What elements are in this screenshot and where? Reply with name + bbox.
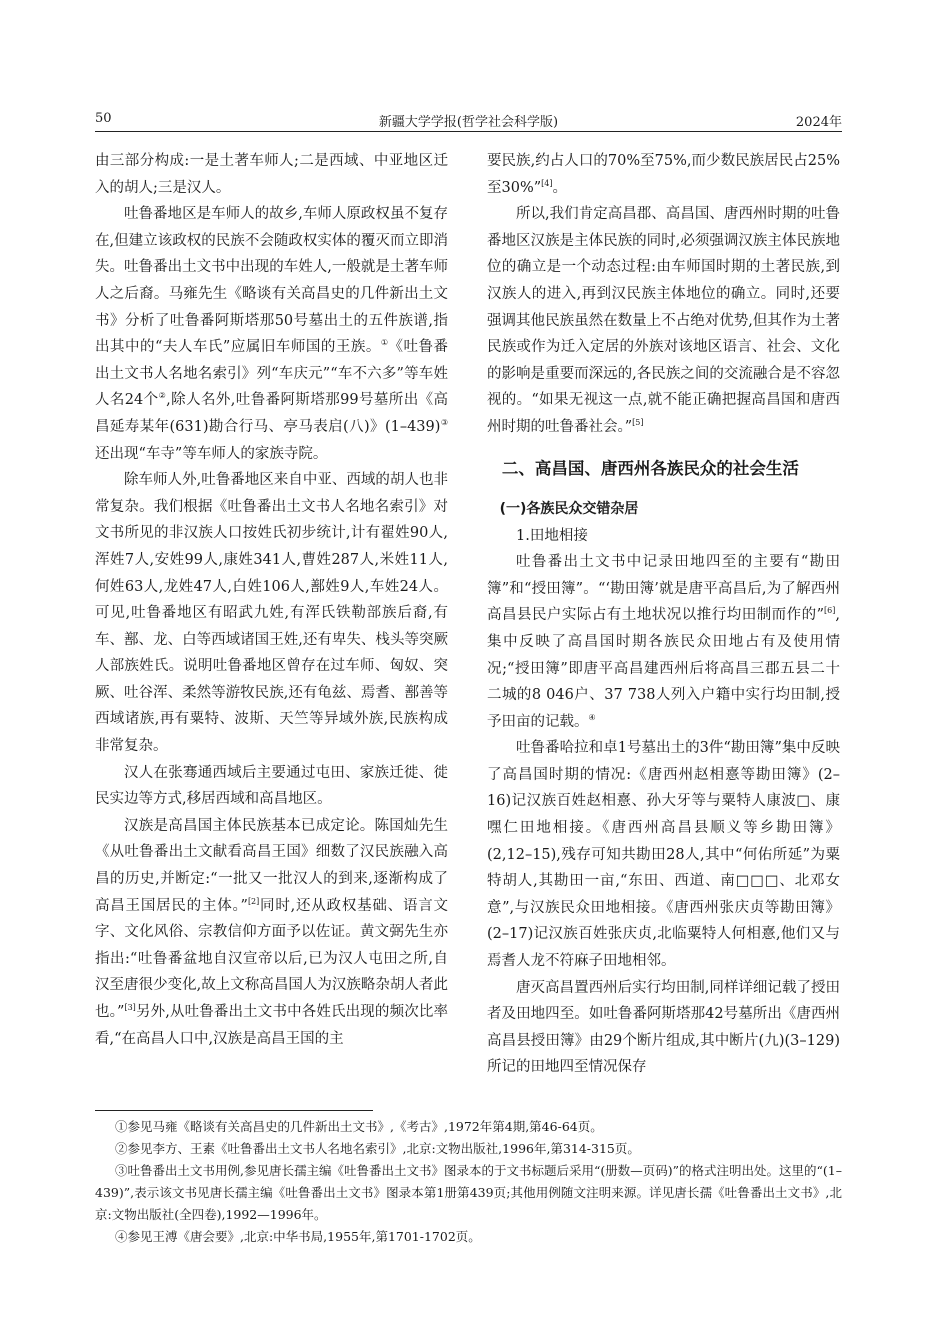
subsection-heading: (一)各族民众交错杂居 (499, 500, 639, 517)
footnote: ③吐鲁番出土文书用例,参见唐长孺主编《吐鲁番出土文书》图录本的于文书标题后采用“(册数—页码)”的格式注明出处。这里的“(1–439)”,表示该文书见唐长孺主编《吐鲁番出土文书》图录本第1册第439页;其他用例随文注明来源。详见唐长孺《吐鲁番出土文书》,北京:文物出版社(全四卷),1992—1996年。 (95, 1163, 842, 1222)
footnote-rule (95, 1110, 373, 1111)
footnotes (95, 1116, 842, 1248)
reference-mark[interactable]: [2] (247, 896, 260, 906)
footnote-mark[interactable]: ③ (440, 418, 448, 428)
reference-mark[interactable]: [4] (541, 178, 553, 188)
paragraph: 要民族,约占人口的70%至75%,而少数民族居民占25%至30%”[4]。 (487, 153, 840, 196)
paragraph: 吐鲁番地区是车师人的故乡,车师人原政权虽不复存在,但建立该政权的民族不会随政权实体的覆灭而立即消失。吐鲁番出土文书中出现的车姓人,一般就是土著车师人之后裔。马雍先生《略谈有关高昌史的几件新出土文书》分析了吐鲁番阿斯塔那50号墓出土的五件族谱,指出其中的“夫人车氏”应属旧车师国的王族。①《吐鲁番出土文书人名地名索引》列“车庆元”“车不六多”等车姓人名24个②,除人名外,吐鲁番阿斯塔那99号墓所出《高昌延寿某年(631)勘合行马、亭马表启(八)》(1–439)③还出现“车寺”等车师人的家族寺院。 (95, 206, 449, 462)
footnote-mark[interactable]: ① (380, 338, 389, 348)
section-heading: 二、高昌国、唐西州各族民众的社会生活 (501, 458, 799, 478)
subsubsection-heading: 1.田地相接 (516, 527, 588, 544)
reference-mark[interactable]: [6] (824, 606, 836, 616)
left-column (95, 148, 448, 1052)
header-rule (95, 131, 842, 132)
footnote: ④参见王溥《唐会要》,北京:中华书局,1955年,第1701-1702页。 (115, 1229, 481, 1244)
reference-mark[interactable]: [5] (632, 418, 644, 428)
page-number: 50 (95, 111, 112, 126)
journal-title: 新疆大学学报(哲学社会科学版) (378, 115, 559, 130)
paragraph: 汉族是高昌国主体民族基本已成定论。陈国灿先生《从吐鲁番出土文献看高昌王国》细数了汉民族融入高昌的历史,并断定:“一批又一批汉人的到来,逐渐构成了高昌王国居民的主体。”[2]同时,还从政权基础、语言文字、文化风俗、宗教信仰方面予以佐证。黄文弼先生亦指出:“吐鲁番盆地自汉宣帝以后,已为汉人屯田之所,自汉至唐很少变化,故上文称高昌国人为汉族略杂胡人者此也。”[3]另外,从吐鲁番出土文书中各姓氏出现的频次比率看,“在高昌人口中,汉族是高昌王国的主 (95, 817, 448, 1047)
paragraph: 唐灭高昌置西州后实行均田制,同样详细记载了授田者及田地四至。如吐鲁番阿斯塔那42号墓所出《唐西州高昌县授田簿》由29个断片组成,其中断片(九)(3–129)所记的田地四至情况保存 (487, 979, 840, 1076)
paragraph: 所以,我们肯定高昌郡、高昌国、唐西州时期的吐鲁番地区汉族是主体民族的同时,必须强调汉族主体民族地位的确立是一个动态过程:由车师国时期的土著民族,到汉族人的进入,再到汉民族主体地位的确立。同时,还要强调其他民族虽然在数量上不占绝对优势,但其作为土著民族或作为迁入定居的外族对该地区语言、社会、文化的影响是重要而深远的,各民族之间的交流融合是不容忽视的。“如果无视这一点,就不能正确把握高昌国和唐西州时期的吐鲁番社会。”[5] (487, 206, 840, 435)
paragraph: 由三部分构成:一是土著车师人;二是西域、中亚地区迁入的胡人;三是汉人。 (95, 153, 448, 196)
running-header (95, 108, 842, 132)
paragraph: 汉人在张骞通西域后主要通过屯田、家族迁徙、徙民实边等方式,移居西域和高昌地区。 (95, 764, 448, 808)
publication-year: 2024年 (795, 115, 842, 130)
right-column (487, 148, 840, 1081)
paragraph: 吐鲁番哈拉和卓1号墓出土的3件“勘田簿”集中反映了高昌国时期的情况:《唐西州赵相憙等勘田簿》(2–16)记汉族百姓赵相憙、孙大牙等与粟特人康波□、康嘿仁田地相接。《唐西州高昌县顺义等乡勘田簿》(2,12–15),残存可知共勘田28人,其中“何佑所延”为粟特胡人,其勘田一亩,“东田、西道、南□□□、北邓女意”,与汉族民众田地相接。《唐西州张庆贞等勘田簿》(2–17)记汉族百姓张庆贞,北临粟特人何相憙,他们又与焉耆人龙不符麻子田地相邻。 (487, 740, 840, 970)
footnote: ①参见马雍《略谈有关高昌史的几件新出土文书》,《考古》,1972年第4期,第46-64页。 (115, 1119, 603, 1134)
footnote-mark[interactable]: ④ (588, 712, 596, 722)
paragraph: 吐鲁番出土文书中记录田地四至的主要有“勘田簿”和“授田簿”。“‘勘田簿’就是唐平高昌后,为了解西州高昌县民户实际占有土地状况以推行均田制而作的”[6],集中反映了高昌国时期各族民众田地占有及使用情况;“授田簿”即唐平高昌建西州后将高昌三郡五县二十二城的8 046户、37 738人列入户籍中实行均田制,授予田亩的记载。④ (487, 554, 840, 730)
paragraph: 除车师人外,吐鲁番地区来自中亚、西域的胡人也非常复杂。我们根据《吐鲁番出土文书人名地名索引》对文书所见的非汉族人口按姓氏初步统计,计有翟姓90人,浑姓7人,安姓99人,康姓341人,曹姓287人,米姓11人,何姓63人,龙姓47人,白姓106人,鄯姓9人,车姓24人。可见,吐鲁番地区有昭武九姓,有浑氏铁勒部族后裔,有车、鄯、龙、白等西域诸国王姓,还有卑失、栈头等突厥人部族姓氏。说明吐鲁番地区曾存在过车师、匈奴、突厥、吐谷浑、柔然等游牧民族,还有龟兹、焉耆、鄯善等西域诸族,再有粟特、波斯、天竺等异域外族,民族构成非常复杂。 (95, 472, 448, 755)
footnote: ②参见李方、王素《吐鲁番出土文书人名地名索引》,北京:文物出版社,1996年,第314-315页。 (115, 1141, 640, 1156)
footnote-mark[interactable]: ② (158, 391, 167, 401)
reference-mark[interactable]: [3] (124, 1003, 136, 1013)
